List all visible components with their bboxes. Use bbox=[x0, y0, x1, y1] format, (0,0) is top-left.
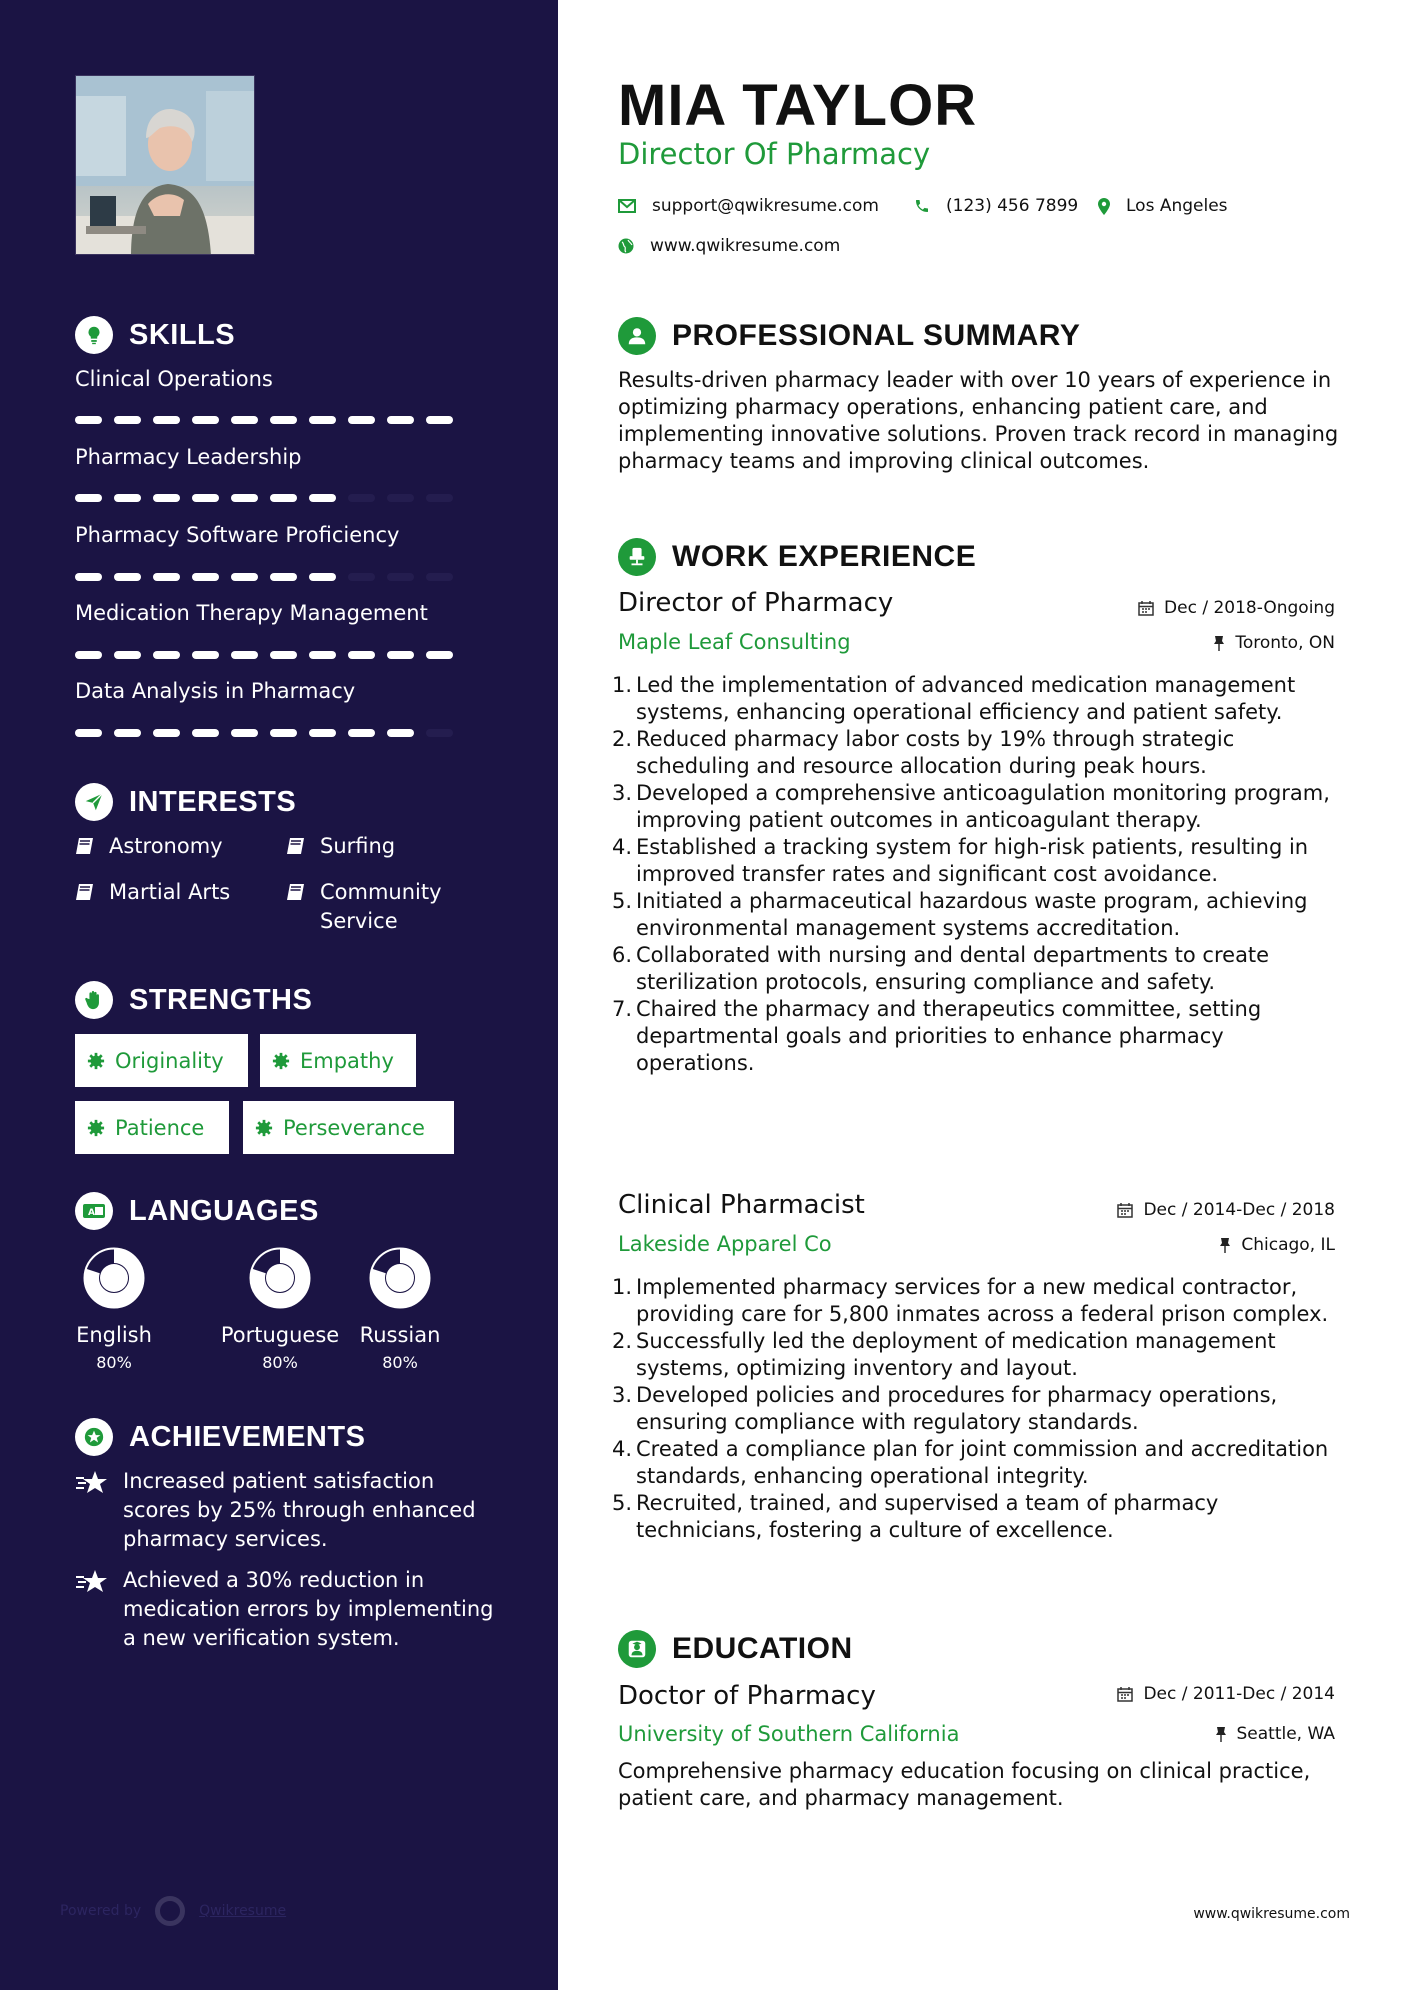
lightbulb-icon bbox=[75, 316, 113, 354]
email-contact[interactable] bbox=[618, 196, 879, 216]
skills-title: SKILLS bbox=[129, 318, 236, 351]
skill-name: Data Analysis in Pharmacy bbox=[75, 679, 356, 703]
achievement-text: Achieved a 30% reduction in medication errors by implementing a new verification system. bbox=[123, 1568, 494, 1650]
skill-segment-filled bbox=[270, 573, 297, 581]
skill-segment-empty bbox=[348, 494, 375, 502]
interest-item bbox=[286, 878, 466, 936]
language-percent: 80% bbox=[382, 1353, 418, 1372]
degree-title: Doctor of Pharmacy bbox=[618, 1681, 876, 1711]
calendar-icon bbox=[1138, 600, 1154, 616]
skill-segment-filled bbox=[153, 494, 180, 502]
translate-icon bbox=[75, 1192, 113, 1230]
footer-url[interactable]: www.qwikresume.com bbox=[1193, 1906, 1350, 1922]
languages-title: LANGUAGES bbox=[129, 1194, 319, 1227]
skills-heading bbox=[75, 316, 235, 354]
gear-icon bbox=[272, 1052, 290, 1070]
skill-segment-filled bbox=[192, 573, 219, 581]
main-content bbox=[558, 0, 1407, 1990]
skill-segment-filled bbox=[309, 729, 336, 737]
interest-label: Community Service bbox=[320, 880, 442, 933]
pin-icon bbox=[1213, 635, 1225, 651]
skill-segment-filled bbox=[75, 729, 102, 737]
language-item bbox=[220, 1247, 340, 1372]
svg-text:A: A bbox=[88, 1208, 96, 1218]
calendar-icon bbox=[1117, 1202, 1133, 1218]
skill-segment-filled bbox=[348, 651, 375, 659]
skill-segment-filled bbox=[114, 651, 141, 659]
language-percent: 80% bbox=[96, 1353, 132, 1372]
skill-segment-filled bbox=[231, 651, 258, 659]
skill-segment-filled bbox=[231, 494, 258, 502]
skill-name: Medication Therapy Management bbox=[75, 601, 428, 625]
list-item: 7. Chaired the pharmacy and therapeutics committee, setting departmental goals and priorities to enhance pharmacy operations. bbox=[618, 996, 1348, 1077]
interests-title: INTERESTS bbox=[129, 785, 297, 818]
language-name: English bbox=[76, 1323, 152, 1347]
book-icon bbox=[286, 883, 306, 901]
language-percent: 80% bbox=[262, 1353, 298, 1372]
interest-label: Astronomy bbox=[109, 834, 223, 858]
company-name: Maple Leaf Consulting bbox=[618, 630, 851, 654]
strength-badge bbox=[243, 1101, 454, 1154]
gear-icon bbox=[87, 1052, 105, 1070]
list-item: 5. Initiated a pharmaceutical hazardous waste program, achieving environmental management systems accreditation. bbox=[618, 888, 1348, 942]
interest-item bbox=[75, 832, 223, 861]
paper-plane-icon bbox=[75, 783, 113, 821]
skill-segment-filled bbox=[153, 729, 180, 737]
skill-segment-filled bbox=[348, 729, 375, 737]
website-text[interactable]: www.qwikresume.com bbox=[650, 236, 841, 256]
education-dates-text: Dec / 2011-Dec / 2014 bbox=[1143, 1684, 1335, 1704]
language-name: Russian bbox=[359, 1323, 441, 1347]
skill-segment-filled bbox=[387, 729, 414, 737]
skill-segment-filled bbox=[114, 416, 141, 424]
gear-icon bbox=[87, 1119, 105, 1137]
education-location bbox=[1215, 1724, 1336, 1744]
skill-rating-bar bbox=[75, 494, 453, 502]
education-heading bbox=[618, 1630, 853, 1668]
strength-label: Originality bbox=[115, 1048, 224, 1073]
achievements-heading bbox=[75, 1418, 365, 1456]
skill-segment-empty bbox=[348, 573, 375, 581]
book-icon bbox=[286, 837, 306, 855]
star-icon bbox=[75, 1469, 109, 1495]
skill-segment-filled bbox=[309, 573, 336, 581]
job-bullets bbox=[618, 1274, 1348, 1544]
pin-icon bbox=[1219, 1237, 1231, 1253]
language-item bbox=[340, 1247, 460, 1372]
book-icon bbox=[75, 837, 95, 855]
skill-segment-filled bbox=[153, 416, 180, 424]
achievements-title: ACHIEVEMENTS bbox=[129, 1420, 366, 1453]
strengths-heading bbox=[75, 981, 312, 1019]
strength-badge bbox=[75, 1101, 229, 1154]
donut-hole bbox=[266, 1264, 294, 1292]
skill-segment-filled bbox=[231, 416, 258, 424]
skill-segment-filled bbox=[309, 651, 336, 659]
skill-segment-filled bbox=[270, 729, 297, 737]
languages-heading bbox=[75, 1192, 319, 1230]
skill-segment-filled bbox=[75, 494, 102, 502]
skill-segment-filled bbox=[270, 494, 297, 502]
email-text[interactable]: support@qwikresume.com bbox=[652, 196, 879, 216]
skill-segment-filled bbox=[270, 416, 297, 424]
strengths-title: STRENGTHS bbox=[129, 983, 313, 1016]
skill-name: Pharmacy Software Proficiency bbox=[75, 523, 400, 547]
interest-item bbox=[75, 878, 230, 907]
strength-label: Empathy bbox=[300, 1048, 394, 1073]
donut-hole bbox=[386, 1264, 414, 1292]
skill-segment-filled bbox=[387, 651, 414, 659]
job-location bbox=[1213, 633, 1335, 653]
list-item: 1. Implemented pharmacy services for a new medical contractor, providing care for 5,800 inmates across a federal prison complex. bbox=[618, 1274, 1348, 1328]
skill-rating-bar bbox=[75, 416, 453, 424]
skill-rating-bar bbox=[75, 651, 453, 659]
strength-label: Perseverance bbox=[283, 1115, 425, 1140]
list-item: 1. Led the implementation of advanced medication management systems, enhancing operational efficiency and patient safety. bbox=[618, 672, 1348, 726]
list-item: 4. Established a tracking system for high-risk patients, resulting in improved transfer rates and significant cost avoidance. bbox=[618, 834, 1348, 888]
list-item: 3. Developed policies and procedures for pharmacy operations, ensuring compliance with regulatory standards. bbox=[618, 1382, 1348, 1436]
skill-segment-filled bbox=[309, 416, 336, 424]
graduate-icon bbox=[618, 1630, 656, 1668]
hand-icon bbox=[75, 981, 113, 1019]
job-location-text: Toronto, ON bbox=[1235, 633, 1335, 653]
skill-segment-filled bbox=[192, 416, 219, 424]
candidate-name: MIA TAYLOR bbox=[618, 73, 978, 138]
skill-segment-filled bbox=[270, 651, 297, 659]
list-item: 6. Collaborated with nursing and dental departments to create sterilization protocols, ensuring compliance and safety. bbox=[618, 942, 1348, 996]
skill-segment-empty bbox=[426, 729, 453, 737]
achievement-text: Increased patient satisfaction scores by 25% through enhanced pharmacy services. bbox=[123, 1469, 476, 1551]
education-title: EDUCATION bbox=[672, 1632, 853, 1665]
interest-label: Surfing bbox=[320, 834, 396, 858]
language-proficiency-donut bbox=[83, 1247, 145, 1309]
job-title: Director of Pharmacy bbox=[618, 588, 894, 618]
job-dates-text: Dec / 2018-Ongoing bbox=[1164, 598, 1335, 618]
language-proficiency-donut bbox=[249, 1247, 311, 1309]
skill-segment-filled bbox=[153, 573, 180, 581]
powered-by bbox=[60, 1896, 286, 1926]
job-dates-text: Dec / 2014-Dec / 2018 bbox=[1143, 1200, 1335, 1220]
user-icon bbox=[618, 317, 656, 355]
envelope-icon bbox=[618, 199, 636, 213]
job-dates bbox=[1138, 598, 1335, 618]
education-location-text: Seattle, WA bbox=[1236, 1724, 1335, 1744]
skill-segment-filled bbox=[75, 651, 102, 659]
phone-icon bbox=[914, 198, 930, 214]
strength-badge bbox=[260, 1034, 416, 1087]
star-icon bbox=[75, 1568, 109, 1594]
education-dates bbox=[1117, 1684, 1335, 1704]
job-title: Clinical Pharmacist bbox=[618, 1190, 865, 1220]
strength-label: Patience bbox=[115, 1115, 205, 1140]
qwikresume-logo-icon bbox=[155, 1896, 185, 1926]
job-location bbox=[1219, 1235, 1335, 1255]
candidate-role: Director Of Pharmacy bbox=[618, 137, 931, 171]
pin-icon bbox=[1215, 1726, 1227, 1742]
donut-hole bbox=[100, 1264, 128, 1292]
skill-segment-filled bbox=[192, 729, 219, 737]
skill-segment-filled bbox=[309, 494, 336, 502]
skill-segment-empty bbox=[387, 573, 414, 581]
education-description: Comprehensive pharmacy education focusing on clinical practice, patient care, and pharmacy management. bbox=[618, 1759, 1311, 1810]
location-text: Los Angeles bbox=[1126, 196, 1228, 216]
job-bullets bbox=[618, 672, 1348, 1077]
skill-segment-filled bbox=[231, 573, 258, 581]
skill-rating-bar bbox=[75, 729, 453, 737]
list-item: 3. Developed a comprehensive anticoagulation monitoring program, improving patient outcomes in anticoagulant therapy. bbox=[618, 780, 1348, 834]
skill-name: Pharmacy Leadership bbox=[75, 445, 302, 469]
experience-heading bbox=[618, 538, 976, 576]
list-item: 2. Successfully led the deployment of medication management systems, optimizing inventory and layout. bbox=[618, 1328, 1348, 1382]
skill-segment-filled bbox=[426, 416, 453, 424]
interests-heading bbox=[75, 783, 296, 821]
skill-segment-empty bbox=[426, 494, 453, 502]
skill-segment-filled bbox=[192, 494, 219, 502]
company-name: Lakeside Apparel Co bbox=[618, 1232, 832, 1256]
list-item: 5. Recruited, trained, and supervised a team of pharmacy technicians, fostering a culture of excellence. bbox=[618, 1490, 1348, 1544]
skill-segment-filled bbox=[75, 416, 102, 424]
sidebar bbox=[0, 0, 558, 1990]
powered-by-label: Powered by bbox=[60, 1903, 142, 1919]
skill-segment-filled bbox=[387, 416, 414, 424]
summary-heading bbox=[618, 317, 1080, 355]
book-icon bbox=[75, 883, 95, 901]
skill-rating-bar bbox=[75, 573, 453, 581]
skill-name: Clinical Operations bbox=[75, 367, 273, 391]
job-location-text: Chicago, IL bbox=[1241, 1235, 1335, 1255]
interest-item bbox=[286, 832, 395, 861]
website-contact[interactable] bbox=[618, 236, 840, 256]
school-name: University of Southern California bbox=[618, 1722, 960, 1746]
star-badge-icon bbox=[75, 1418, 113, 1456]
skill-segment-filled bbox=[153, 651, 180, 659]
summary-text: Results-driven pharmacy leader with over 10 years of experience in optimizing pharmacy operations, enhancing patient care, and implementing innovative solutions. Proven track record in managing pharmacy teams and improving clinical outcomes. bbox=[618, 368, 1339, 473]
phone-contact[interactable] bbox=[914, 196, 1078, 216]
skill-segment-filled bbox=[114, 729, 141, 737]
skill-segment-filled bbox=[114, 573, 141, 581]
powered-brand[interactable]: Qwikresume bbox=[199, 1903, 287, 1919]
language-name: Portuguese bbox=[220, 1323, 340, 1347]
experience-title: WORK EXPERIENCE bbox=[672, 540, 977, 573]
list-item: 2. Reduced pharmacy labor costs by 19% through strategic scheduling and resource allocation during peak hours. bbox=[618, 726, 1348, 780]
skill-segment-filled bbox=[114, 494, 141, 502]
skill-segment-filled bbox=[192, 651, 219, 659]
location-contact bbox=[1098, 196, 1228, 216]
summary-title: PROFESSIONAL SUMMARY bbox=[672, 319, 1081, 352]
skill-segment-filled bbox=[75, 573, 102, 581]
skill-segment-empty bbox=[387, 494, 414, 502]
skill-segment-empty bbox=[426, 573, 453, 581]
list-item: 4. Created a compliance plan for joint commission and accreditation standards, enhancing operational integrity. bbox=[618, 1436, 1348, 1490]
calendar-icon bbox=[1117, 1686, 1133, 1702]
globe-icon bbox=[618, 238, 634, 254]
phone-text[interactable]: (123) 456 7899 bbox=[946, 196, 1079, 216]
interest-label: Martial Arts bbox=[109, 880, 231, 904]
skill-segment-filled bbox=[426, 651, 453, 659]
language-proficiency-donut bbox=[369, 1247, 431, 1309]
job-dates bbox=[1117, 1200, 1335, 1220]
map-pin-icon bbox=[1098, 198, 1110, 215]
gear-icon bbox=[255, 1119, 273, 1137]
language-item bbox=[54, 1247, 174, 1372]
skill-segment-filled bbox=[348, 416, 375, 424]
skill-segment-filled bbox=[231, 729, 258, 737]
chair-icon bbox=[618, 538, 656, 576]
profile-photo bbox=[75, 75, 255, 255]
strength-badge bbox=[75, 1034, 248, 1087]
achievement-item bbox=[75, 1566, 505, 1653]
achievement-item bbox=[75, 1467, 505, 1554]
